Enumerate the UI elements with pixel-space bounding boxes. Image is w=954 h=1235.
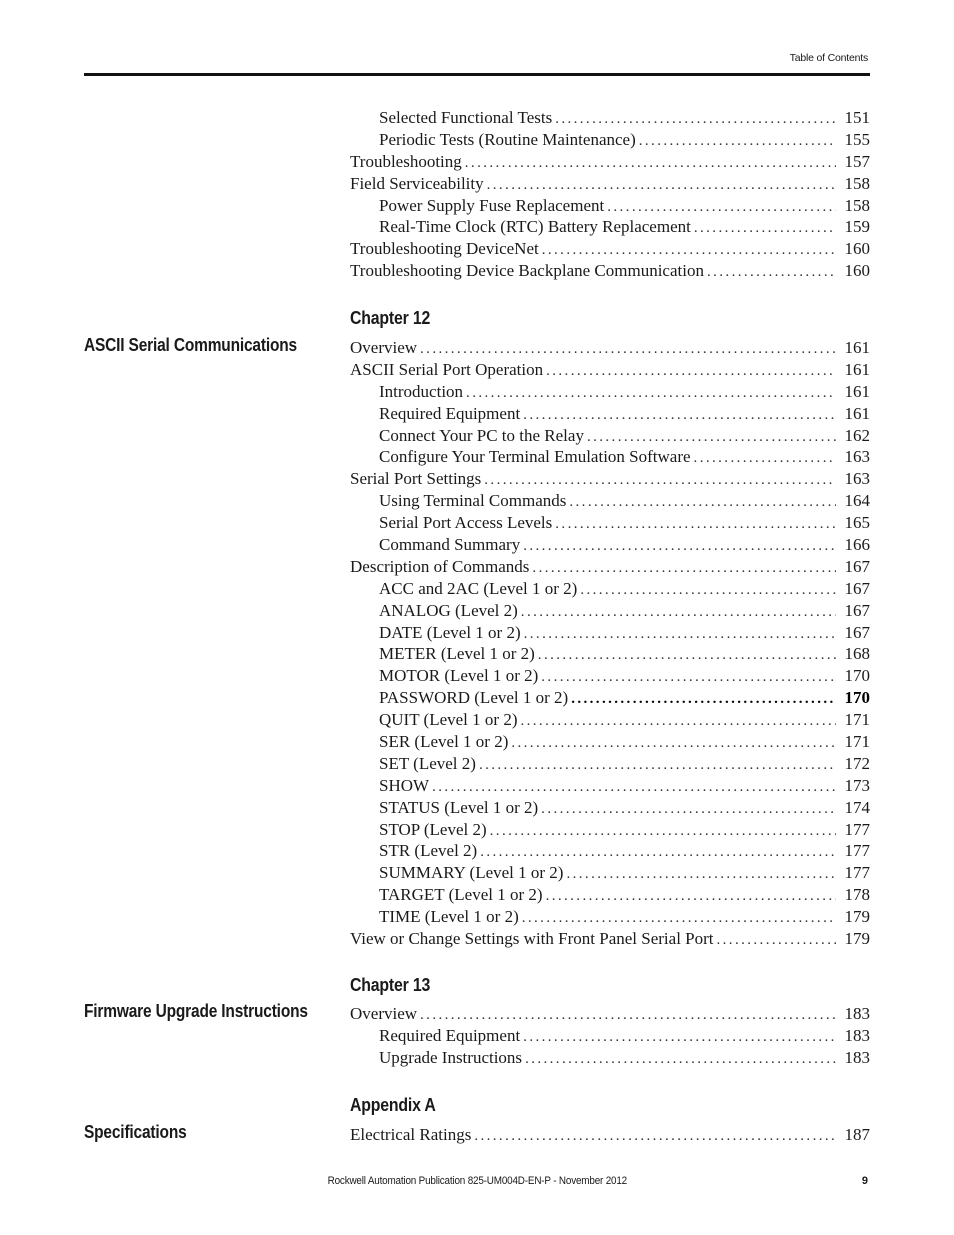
toc-entry[interactable] xyxy=(350,151,870,173)
page-number: 9 xyxy=(861,1175,868,1187)
toc-entry-title: Introduction xyxy=(379,381,464,401)
dot-leader xyxy=(523,1027,836,1047)
footer-publication xyxy=(0,1175,954,1187)
toc-entry[interactable] xyxy=(350,425,870,447)
dot-leader xyxy=(571,689,836,709)
toc-entry-title: Connect Your PC to the Relay xyxy=(379,425,584,445)
toc-entry[interactable] xyxy=(350,1025,870,1047)
toc-entry[interactable] xyxy=(350,643,870,665)
toc-entry-title: STATUS (Level 1 or 2) xyxy=(379,797,539,817)
dot-leader xyxy=(532,558,836,578)
toc-entry-page: 162 xyxy=(844,425,870,445)
dot-leader xyxy=(524,624,836,644)
dot-leader xyxy=(694,448,836,468)
dot-leader xyxy=(587,427,836,447)
toc-entry[interactable] xyxy=(350,216,870,238)
toc-chapter12 xyxy=(350,337,870,950)
toc-entry[interactable] xyxy=(350,775,870,797)
toc-entry[interactable] xyxy=(350,928,870,950)
toc-entry-page: 174 xyxy=(844,797,870,817)
toc-entry-title: Troubleshooting Device Backplane Communication xyxy=(350,261,704,281)
toc-entry[interactable] xyxy=(350,129,870,151)
toc-entry[interactable] xyxy=(350,556,870,578)
dot-leader xyxy=(566,864,836,884)
toc-entry[interactable] xyxy=(350,490,870,512)
toc-entry-page: 170 xyxy=(844,688,870,708)
dot-leader xyxy=(525,1049,836,1069)
toc-entry-title: Troubleshooting xyxy=(350,151,462,171)
dot-leader xyxy=(480,842,836,862)
toc-entry-page: 160 xyxy=(844,239,870,259)
toc-entry-page: 151 xyxy=(844,108,870,127)
toc-entry-page: 158 xyxy=(844,173,870,193)
toc-entry-page: 177 xyxy=(844,841,870,861)
dot-leader xyxy=(465,153,836,173)
toc-entry-page: 160 xyxy=(844,261,870,281)
dot-leader xyxy=(538,645,836,665)
toc-entry[interactable] xyxy=(350,337,870,359)
toc-entry-title: METER (Level 1 or 2) xyxy=(379,644,535,664)
toc-entry-title: SUMMARY (Level 1 or 2) xyxy=(379,863,564,883)
dot-leader xyxy=(487,175,836,195)
toc-entry[interactable] xyxy=(350,709,870,731)
dot-leader xyxy=(523,405,836,425)
toc-entry-title: SER (Level 1 or 2) xyxy=(379,732,509,752)
toc-entry-page: 155 xyxy=(844,129,870,149)
toc-entry-page: 163 xyxy=(844,447,870,467)
toc-entry[interactable] xyxy=(350,446,870,468)
dot-leader xyxy=(522,908,836,928)
toc-entry[interactable] xyxy=(350,359,870,381)
toc-entry-page: 161 xyxy=(844,338,870,357)
toc-entry[interactable] xyxy=(350,665,870,687)
toc-entry-title: DATE (Level 1 or 2) xyxy=(379,622,521,642)
toc-entry-title: Periodic Tests (Routine Maintenance) xyxy=(379,129,636,149)
toc-entry[interactable] xyxy=(350,173,870,195)
toc-entry-page: 166 xyxy=(844,535,870,555)
toc-entry-page: 171 xyxy=(844,710,870,730)
toc-entry[interactable] xyxy=(350,600,870,622)
toc-entry-page: 177 xyxy=(844,819,870,839)
toc-entry[interactable] xyxy=(350,1003,870,1025)
toc-entry-title: TIME (Level 1 or 2) xyxy=(379,907,519,927)
dot-leader xyxy=(707,262,836,282)
toc-entry-page: 178 xyxy=(844,885,870,905)
dot-leader xyxy=(694,218,836,238)
toc-entry[interactable] xyxy=(350,534,870,556)
chapter-13-title[interactable]: Firmware Upgrade Instructions xyxy=(84,1001,308,1021)
toc-entry-title: PASSWORD (Level 1 or 2) xyxy=(379,688,569,708)
toc-entry[interactable] xyxy=(350,862,870,884)
toc-entry-title: Selected Functional Tests xyxy=(379,108,553,127)
toc-entry-page: 165 xyxy=(844,513,870,533)
toc-entry-title: Serial Port Settings xyxy=(350,469,482,489)
toc-entry[interactable] xyxy=(350,622,870,644)
toc-entry-page: 163 xyxy=(844,469,870,489)
dot-leader xyxy=(580,580,836,600)
dot-leader xyxy=(569,492,836,512)
toc-entry-title: STOP (Level 2) xyxy=(379,819,487,839)
toc-entry-page: 167 xyxy=(844,578,870,598)
dot-leader xyxy=(479,755,836,775)
toc-entry-title: Power Supply Fuse Replacement xyxy=(379,195,605,215)
toc-entry-page: 168 xyxy=(844,644,870,664)
toc-entry[interactable] xyxy=(350,731,870,753)
appendix-a-title[interactable]: Specifications xyxy=(84,1122,187,1142)
toc-entry-title: Troubleshooting DeviceNet xyxy=(350,239,539,259)
toc-entry-page: 161 xyxy=(844,403,870,423)
toc-entry-title: Upgrade Instructions xyxy=(379,1047,523,1067)
toc-entry[interactable] xyxy=(350,687,870,709)
dot-leader xyxy=(546,361,836,381)
toc-entry-page: 177 xyxy=(844,863,870,883)
toc-entry-page: 179 xyxy=(844,929,870,949)
dot-leader xyxy=(607,197,836,217)
toc-entry-title: Description of Commands xyxy=(350,556,530,576)
toc-entry-page: 161 xyxy=(844,381,870,401)
dot-leader xyxy=(520,711,836,731)
toc-entry[interactable] xyxy=(350,840,870,862)
toc-entry-page: 158 xyxy=(844,195,870,215)
toc-entry[interactable] xyxy=(350,381,870,403)
header-rule xyxy=(84,73,870,76)
dot-leader xyxy=(541,799,836,819)
toc-entry[interactable] xyxy=(350,906,870,928)
toc-entry-title: Electrical Ratings xyxy=(350,1125,472,1144)
running-header: Table of Contents xyxy=(789,52,868,64)
toc-entry-title: Field Serviceability xyxy=(350,173,484,193)
toc-entry-page: 167 xyxy=(844,600,870,620)
toc-entry-page: 183 xyxy=(844,1025,870,1045)
toc-entry-page: 164 xyxy=(844,491,870,511)
dot-leader xyxy=(420,339,836,359)
dot-leader xyxy=(546,886,836,906)
toc-entry-page: 161 xyxy=(844,359,870,379)
toc-entry-title: Configure Your Terminal Emulation Software xyxy=(379,447,691,467)
toc-entry-title: TARGET (Level 1 or 2) xyxy=(379,885,543,905)
toc-entry[interactable] xyxy=(350,260,870,282)
chapter-12-label: Chapter 12 xyxy=(350,308,431,328)
toc-entry[interactable] xyxy=(350,884,870,906)
dot-leader xyxy=(555,514,836,534)
chapter-12-title[interactable]: ASCII Serial Communications xyxy=(84,335,297,355)
toc-entry-title: QUIT (Level 1 or 2) xyxy=(379,710,518,730)
toc-entry[interactable] xyxy=(350,753,870,775)
appendix-a-label: Appendix A xyxy=(350,1095,436,1115)
toc-entry[interactable] xyxy=(350,797,870,819)
toc-entry[interactable] xyxy=(350,819,870,841)
dot-leader xyxy=(466,383,836,403)
dot-leader xyxy=(555,109,836,129)
toc-entry-page: 172 xyxy=(844,753,870,773)
dot-leader xyxy=(432,777,836,797)
toc-entry-title: ACC and 2AC (Level 1 or 2) xyxy=(379,578,578,598)
toc-chapter13 xyxy=(350,1003,870,1069)
toc-entry[interactable] xyxy=(350,403,870,425)
toc-entry-page: 183 xyxy=(844,1004,870,1023)
toc-entry-title: View or Change Settings with Front Panel Serial Port xyxy=(350,929,714,949)
toc-entry-title: Overview xyxy=(350,1004,418,1023)
toc-entry[interactable] xyxy=(350,468,870,490)
toc-entry-page: 173 xyxy=(844,775,870,795)
dot-leader xyxy=(484,470,836,490)
toc-entry-title: Required Equipment xyxy=(379,403,521,423)
toc-entry-page: 171 xyxy=(844,732,870,752)
toc-entry[interactable] xyxy=(350,1124,870,1146)
toc-entry-page: 187 xyxy=(844,1125,870,1144)
toc-entry-page: 170 xyxy=(844,666,870,686)
toc-entry-page: 179 xyxy=(844,907,870,927)
toc-entry-title: MOTOR (Level 1 or 2) xyxy=(379,666,539,686)
dot-leader xyxy=(541,667,836,687)
toc-entry[interactable] xyxy=(350,238,870,260)
dot-leader xyxy=(420,1005,836,1025)
toc-entry-page: 167 xyxy=(844,622,870,642)
toc-entry-page: 159 xyxy=(844,217,870,237)
dot-leader xyxy=(717,930,837,950)
toc-entry-title: Required Equipment xyxy=(379,1025,521,1045)
chapter-13-label: Chapter 13 xyxy=(350,975,431,995)
toc-entry-title: Using Terminal Commands xyxy=(379,491,567,511)
toc-entry-title: Real-Time Clock (RTC) Battery Replacement xyxy=(379,217,691,237)
toc-entry-page: 167 xyxy=(844,556,870,576)
toc-entry-title: ASCII Serial Port Operation xyxy=(350,359,544,379)
toc-entry[interactable] xyxy=(350,195,870,217)
toc-entry-title: Overview xyxy=(350,338,418,357)
toc-entry-title: Serial Port Access Levels xyxy=(379,513,553,533)
dot-leader xyxy=(474,1126,836,1146)
dot-leader xyxy=(521,602,836,622)
dot-leader xyxy=(542,240,836,260)
toc-entry-title: ANALOG (Level 2) xyxy=(379,600,518,620)
dot-leader xyxy=(490,821,836,841)
toc-entry-title: SET (Level 2) xyxy=(379,753,476,773)
toc-entry[interactable] xyxy=(350,1047,870,1069)
toc-entry[interactable] xyxy=(350,107,870,129)
toc-entry-title: STR (Level 2) xyxy=(379,841,478,861)
dot-leader xyxy=(511,733,836,753)
toc-entry[interactable] xyxy=(350,512,870,534)
toc-entry[interactable] xyxy=(350,578,870,600)
dot-leader xyxy=(639,131,836,151)
toc-chapter11-continued xyxy=(350,107,870,282)
toc-entry-title: SHOW xyxy=(379,775,430,795)
toc-entry-page: 183 xyxy=(844,1047,870,1067)
toc-entry-title: Command Summary xyxy=(379,535,521,555)
toc-entry-page: 157 xyxy=(844,151,870,171)
toc-appendix-a xyxy=(350,1124,870,1146)
footer-publication-text: Rockwell Automation Publication 825-UM004D-EN-P - November 2012 xyxy=(327,1175,627,1187)
dot-leader xyxy=(523,536,836,556)
